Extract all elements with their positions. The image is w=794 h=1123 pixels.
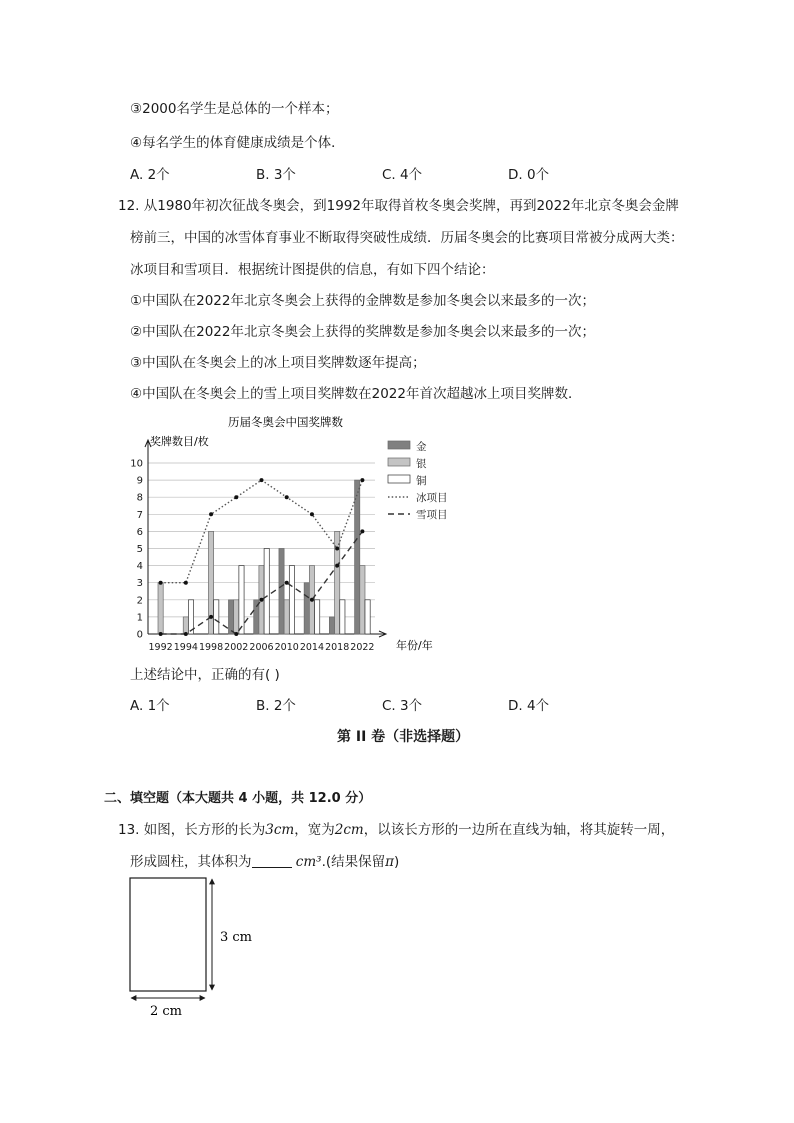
chart-bar-银	[284, 600, 289, 634]
chart-bars	[158, 480, 370, 634]
rectangle-figure	[118, 868, 268, 1023]
chart-point-冰项目	[234, 495, 238, 499]
q13-text-c: ，以该长方形的一边所在直线为轴，将其旋转一周，	[363, 822, 675, 838]
chart-bar-银	[234, 600, 239, 634]
legend-label-铜: 铜	[416, 475, 427, 487]
q12-conclusion-2: ②中国队在2022年北京冬奥会上获得的奖牌数是参加冬奥会以来最多的一次；	[130, 324, 595, 340]
chart-bar-铜	[365, 600, 370, 634]
chart-bar-银	[360, 566, 365, 634]
q12-option-a[interactable]: A. 1个	[130, 698, 170, 714]
chart-bar-金	[279, 549, 284, 635]
q12-option-d[interactable]: D. 4个	[508, 698, 550, 714]
q13-width-unit: cm	[343, 822, 364, 838]
legend-swatch-铜	[388, 475, 410, 483]
chart-point-冰项目	[159, 581, 163, 585]
chart-x-tick-label: 1992	[148, 642, 173, 653]
chart-point-雪项目	[335, 564, 339, 568]
chart-bar-金	[329, 617, 334, 634]
chart-x-tick-label: 2010	[274, 642, 299, 653]
chart-point-冰项目	[335, 547, 339, 551]
chart-point-冰项目	[285, 495, 289, 499]
chart-y-tick-label: 6	[136, 526, 143, 538]
chart-legend	[388, 440, 448, 521]
chart-bar-银	[183, 617, 188, 634]
chart-x-axis-label: 年份/年	[396, 639, 433, 652]
chart-x-tick-label: 2014	[299, 642, 325, 653]
legend-swatch-金	[388, 441, 410, 449]
q12-conclusion-3: ③中国队在冬奥会上的冰上项目奖牌数逐年提高；	[130, 355, 426, 371]
q13-text-d: 形成圆柱，其体积为	[130, 854, 252, 870]
chart-bar-金	[304, 583, 309, 634]
q12-stem-line-3: 冰项目和雪项目．根据统计图提供的信息，有如下四个结论：	[130, 262, 495, 278]
rectangle	[130, 878, 206, 991]
q11-statement-3: ③2000名学生是总体的一个样本；	[130, 101, 339, 117]
chart-point-雪项目	[310, 598, 314, 602]
chart-y-tick-label: 4	[136, 561, 143, 573]
q12-conclusion-4: ④中国队在冬奥会上的雪上项目奖牌数在2022年首次超越冰上项目奖牌数．	[130, 386, 582, 402]
section-2-title: 二、填空题（本大题共 4 小题，共 12.0 分）	[104, 791, 372, 806]
chart-y-tick-label: 0	[136, 629, 143, 641]
q13-pi-symbol: π	[385, 854, 395, 870]
chart-point-雪项目	[209, 615, 213, 619]
q13-answer-blank[interactable]	[252, 853, 292, 868]
q13-text-e: .(结果保留	[321, 854, 386, 870]
chart-point-冰项目	[184, 581, 188, 585]
q11-statement-4: ④每名学生的体育健康成绩是个体．	[130, 135, 345, 151]
chart-point-雪项目	[184, 632, 188, 636]
chart-point-冰项目	[260, 478, 264, 482]
chart-point-雪项目	[285, 581, 289, 585]
q13-volume-unit: cm³	[295, 854, 322, 870]
chart-point-冰项目	[209, 512, 213, 516]
legend-label-雪项目: 雪项目	[416, 509, 448, 521]
chart-x-tick-label: 2022	[350, 642, 375, 653]
chart-point-雪项目	[159, 632, 163, 636]
medal-chart	[120, 410, 460, 655]
q12-option-c[interactable]: C. 3个	[382, 698, 423, 714]
chart-x-tick-label: 2018	[325, 642, 350, 653]
chart-bar-铜	[214, 600, 219, 634]
chart-x-tick-label: 2002	[224, 642, 249, 653]
q12-stem-line-1: 12. 从1980年初次征战冬奥会，到1992年取得首枚冬奥会奖牌，再到2022年北京冬奥会金牌	[118, 198, 679, 214]
legend-label-银: 银	[416, 458, 427, 470]
chart-bar-铜	[340, 600, 345, 634]
q12-option-b[interactable]: B. 2个	[256, 698, 296, 714]
q13-text-f: )	[394, 854, 400, 870]
chart-y-tick-label: 9	[136, 475, 143, 487]
legend-label-冰项目: 冰项目	[416, 492, 448, 504]
width-label: 2 cm	[150, 1004, 183, 1019]
legend-label-金: 金	[416, 441, 427, 453]
chart-bar-金	[228, 600, 233, 634]
q13-line-1	[118, 821, 674, 839]
chart-x-tick-label: 1994	[173, 642, 198, 653]
chart-bar-铜	[289, 566, 294, 634]
q13-text-b: ，宽为	[294, 822, 335, 838]
chart-y-tick-label: 10	[130, 458, 143, 470]
chart-point-雪项目	[234, 632, 238, 636]
chart-y-tick-label: 2	[136, 595, 143, 607]
q13-text-a: 13. 如图，长方形的长为	[118, 822, 266, 838]
q12-question: 上述结论中，正确的有( )	[130, 667, 280, 683]
chart-bar-铜	[239, 566, 244, 634]
chart-bar-铜	[315, 600, 320, 634]
chart-point-雪项目	[260, 598, 264, 602]
chart-point-冰项目	[310, 512, 314, 516]
chart-y-tick-label: 1	[136, 612, 143, 624]
chart-y-tick-label: 3	[136, 578, 143, 590]
q12-stem-line-2: 榜前三，中国的冰雪体育事业不断取得突破性成绩．历届冬奥会的比赛项目常被分成两大类：	[130, 230, 684, 246]
chart-bar-铜	[264, 549, 269, 635]
q13-length-value: 3	[265, 822, 274, 838]
legend-swatch-银	[388, 458, 410, 466]
chart-bar-金	[355, 480, 360, 634]
section-2-heading: 第 II 卷（非选择题）	[337, 729, 470, 745]
chart-y-tick-label: 5	[136, 544, 143, 555]
chart-x-tick-label: 2006	[249, 642, 274, 653]
q11-option-d[interactable]: D. 0个	[508, 167, 550, 183]
height-label: 3 cm	[220, 930, 253, 945]
q13-length-unit: cm	[273, 822, 295, 838]
chart-x-tick-label: 1998	[198, 642, 224, 653]
chart-y-tick-label: 7	[136, 509, 143, 521]
q11-option-a[interactable]: A. 2个	[130, 167, 170, 183]
chart-point-冰项目	[360, 478, 364, 482]
q11-option-b[interactable]: B. 3个	[256, 167, 296, 183]
q11-option-c[interactable]: C. 4个	[382, 167, 423, 183]
q12-conclusion-1: ①中国队在2022年北京冬奥会上获得的金牌数是参加冬奥会以来最多的一次；	[130, 293, 595, 309]
chart-y-tick-label: 8	[136, 492, 143, 504]
chart-title: 历届冬奥会中国奖牌数	[228, 415, 343, 429]
chart-bar-银	[158, 583, 163, 634]
chart-point-雪项目	[360, 529, 364, 533]
q13-width-value: 2	[334, 822, 344, 838]
chart-y-axis-label: 奖牌数目/枚	[150, 435, 209, 448]
